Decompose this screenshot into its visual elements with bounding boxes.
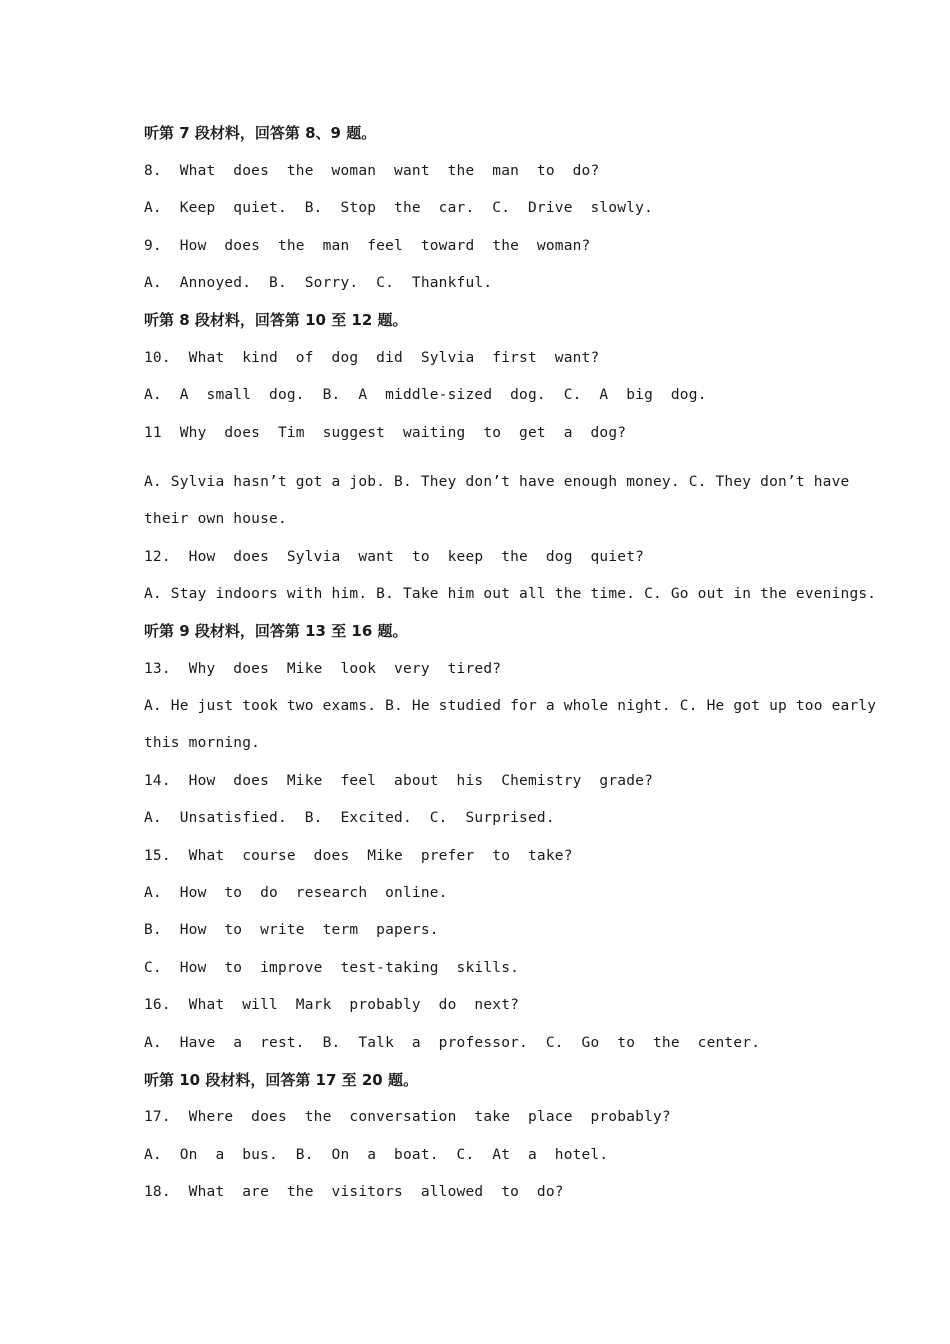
question-12: 12. How does Sylvia want to keep the dog quiet? [144, 549, 645, 565]
question-9: 9. How does the man feel toward the woman? [144, 238, 591, 254]
section-heading-10: 听第 10 段材料，回答第 17 至 20 题。 [144, 1071, 418, 1089]
option-15-c: C. How to improve test-taking skills. [144, 960, 520, 976]
options-11-cont: their own house. [144, 511, 287, 527]
options-11: A. Sylvia hasn’t got a job. B. They don’t have enough money. C. They don’t have [144, 474, 850, 490]
options-14: A. Unsatisfied. B. Excited. C. Surprised. [144, 810, 555, 826]
section-heading-9: 听第 9 段材料，回答第 13 至 16 题。 [144, 622, 408, 640]
section-heading-7: 听第 7 段材料，回答第 8、9 题。 [144, 124, 377, 142]
question-10: 10. What kind of dog did Sylvia first want? [144, 350, 600, 366]
question-13: 13. Why does Mike look very tired? [144, 661, 502, 677]
option-15-b: B. How to write term papers. [144, 922, 439, 938]
options-16: A. Have a rest. B. Talk a professor. C. Go to the center. [144, 1035, 761, 1051]
options-12: A. Stay indoors with him. B. Take him out all the time. C. Go out in the evenings. [144, 586, 877, 602]
question-11: 11 Why does Tim suggest waiting to get a dog? [144, 425, 627, 441]
question-16: 16. What will Mark probably do next? [144, 997, 520, 1013]
section-heading-8: 听第 8 段材料，回答第 10 至 12 题。 [144, 311, 408, 329]
options-10: A. A small dog. B. A middle-sized dog. C. A big dog. [144, 387, 707, 403]
question-8: 8. What does the woman want the man to do? [144, 163, 600, 179]
question-14: 14. How does Mike feel about his Chemistry grade? [144, 773, 653, 789]
option-15-a: A. How to do research online. [144, 885, 448, 901]
question-17: 17. Where does the conversation take place probably? [144, 1109, 671, 1125]
options-13: A. He just took two exams. B. He studied for a whole night. C. He got up too early [144, 698, 877, 714]
options-17: A. On a bus. B. On a boat. C. At a hotel. [144, 1147, 609, 1163]
options-8: A. Keep quiet. B. Stop the car. C. Drive slowly. [144, 200, 653, 216]
options-9: A. Annoyed. B. Sorry. C. Thankful. [144, 275, 493, 291]
question-18: 18. What are the visitors allowed to do? [144, 1184, 564, 1200]
options-13-cont: this morning. [144, 735, 261, 751]
question-15: 15. What course does Mike prefer to take? [144, 848, 573, 864]
